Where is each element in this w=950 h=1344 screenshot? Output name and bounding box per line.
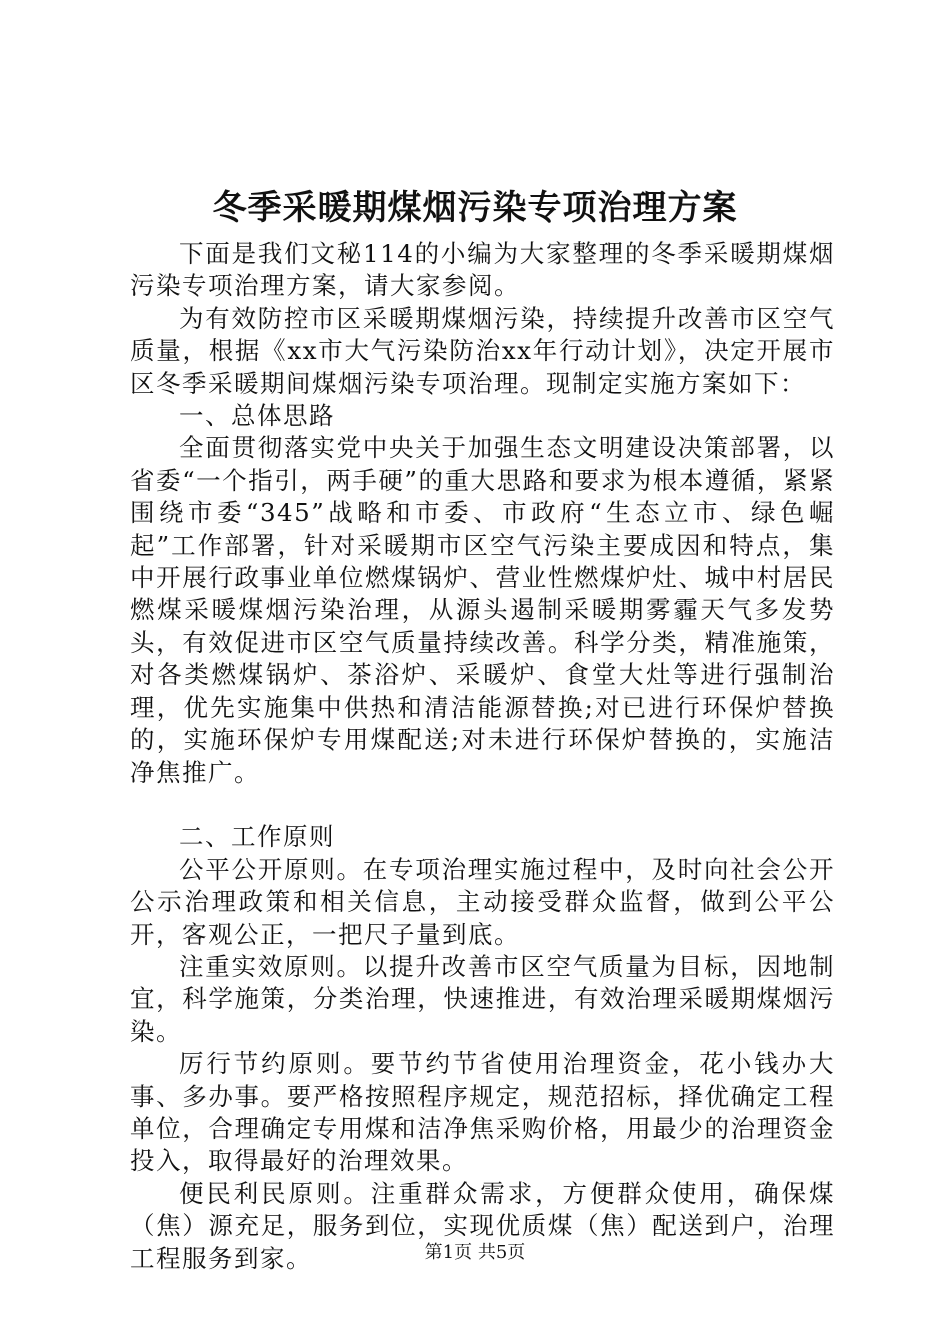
principle-fairness-paragraph: 公平公开原则。在专项治理实施过程中，及时向社会公开公示治理政策和相关信息，主动接受群众监督，做到公平公开，客观公正，一把尺子量到底。: [130, 854, 835, 949]
page-number-footer: 第1页 共5页: [424, 1242, 526, 1263]
section-heading-principles: 二、工作原则: [179, 822, 335, 852]
principle-effectiveness-paragraph: 注重实效原则。以提升改善市区空气质量为目标，因地制宜，科学施策，分类治理，快速推进，有效治理采暖期煤烟污染。: [130, 951, 835, 1046]
intro-paragraph: 下面是我们文秘114的小编为大家整理的冬季采暖期煤烟污染专项治理方案，请大家参阅。: [130, 239, 835, 301]
overall-approach-paragraph: 全面贯彻落实党中央关于加强生态文明建设决策部署，以省委“一个指引，两手硬”的重大思路和要求为根本遵循，紧紧围绕市委“345”战略和市委、市政府“生态立市、绿色崛起”工作部署，针对采暖期市区空气污染主要成因和特点，集中开展行政事业单位燃煤锅炉、营业性燃煤炉灶、城中村居民燃煤采暖煤烟污染治理，从源头遏制采暖期雾霾天气多发势头，有效促进市区空气质量持续改善。科学分类，精准施策，对各类燃煤锅炉、茶浴炉、采暖炉、食堂大灶等进行强制治理，优先实施集中供热和清洁能源替换;对已进行环保炉替换的，实施环保炉专用煤配送;对未进行环保炉替换的，实施洁净焦推广。: [130, 433, 835, 787]
principle-convenience-paragraph: 便民利民原则。注重群众需求，方便群众使用，确保煤（焦）源充足，服务到位，实现优质煤（焦）配送到户，治理工程服务到家。: [130, 1178, 835, 1273]
section-heading-overall: 一、总体思路: [179, 401, 335, 431]
document-title: 冬季采暖期煤烟污染专项治理方案: [212, 188, 738, 228]
paragraph-spacer: [130, 789, 835, 821]
principle-economy-paragraph: 厉行节约原则。要节约节省使用治理资金，花小钱办大事、多办事。要严格按照程序规定，规范招标，择优确定工程单位，合理确定专用煤和洁净焦采购价格，用最少的治理资金投入，取得最好的治理效果。: [130, 1049, 835, 1176]
purpose-paragraph: 为有效防控市区采暖期煤烟污染，持续提升改善市区空气质量，根据《xx市大气污染防治xx年行动计划》，决定开展市区冬季采暖期间煤烟污染专项治理。现制定实施方案如下：: [130, 303, 835, 398]
document-body: [130, 238, 835, 1275]
